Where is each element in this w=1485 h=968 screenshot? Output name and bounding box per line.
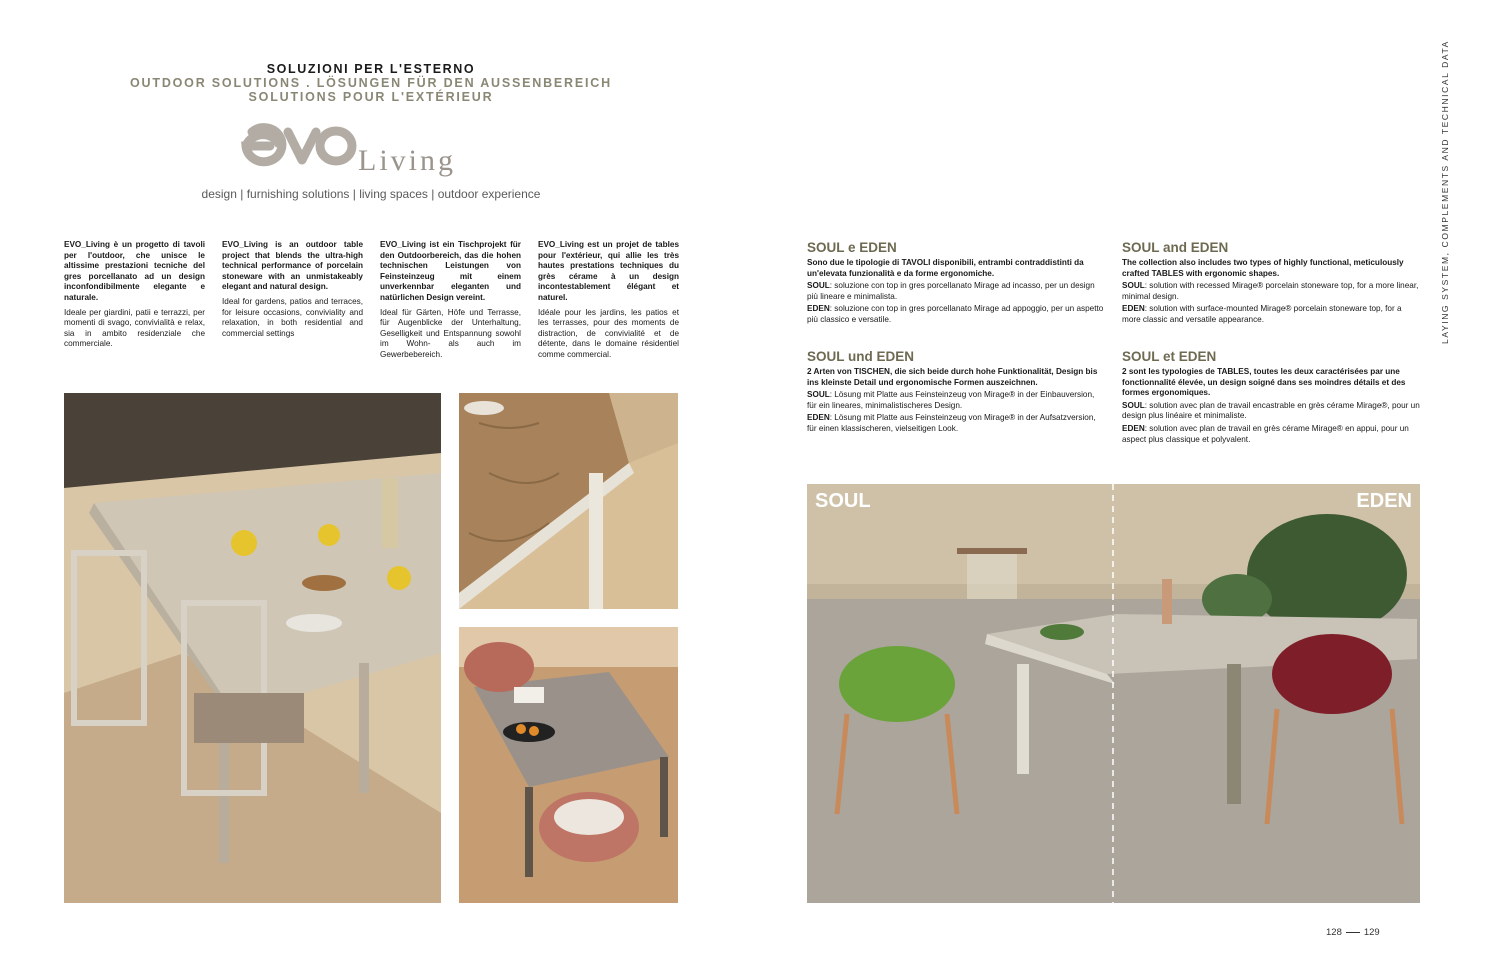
header-title-it: SOLUZIONI PER L'ESTERNO	[266, 62, 476, 76]
section-title: SOUL and EDEN	[1122, 240, 1229, 255]
intro-column-en	[222, 240, 363, 339]
side-section-label: LAYING SYSTEM, COMPLEMENTS AND TECHNICAL DATA	[1440, 40, 1450, 344]
soul-description: SOUL: soluzione con top in gres porcellanato Mirage ad incasso, per un design più lineare e minimalista.	[807, 281, 1095, 301]
photo-table-scene	[64, 393, 441, 903]
section-title: SOUL e EDEN	[807, 240, 897, 255]
intro-lead: EVO_Living est un projet de tables pour l'extérieur, qui allie les très hautes prestations techniques du grès cérame à un design incontestablement élégant et naturel.	[538, 240, 679, 302]
logo-word: Living	[358, 144, 456, 177]
section-fr	[1122, 349, 1420, 447]
page-divider	[1346, 932, 1360, 933]
eden-label: EDEN	[1356, 490, 1412, 512]
intro-lead: EVO_Living is an outdoor table project that blends the ultra-high technical performance of porcelain stoneware with an unmistakeably elegant and natural design.	[222, 240, 363, 292]
eden-description: EDEN: solution with surface-mounted Mirage® porcelain stoneware top, for a more classic and versatile appearance.	[1122, 304, 1402, 324]
soul-description: SOUL: solution with recessed Mirage® porcelain stoneware top, for a more linear, minimal design.	[1122, 281, 1419, 301]
tagline: design | furnishing solutions | living spaces | outdoor experience	[201, 187, 541, 201]
intro-body: Ideal for gardens, patios and terraces, for leisure occasions, conviviality and relaxation, in both residential and commercial settings	[222, 296, 363, 338]
intro-body: Ideale per giardini, patii e terrazzi, per momenti di svago, convivialità e relax, sia in ambito residenziale che commerciale.	[64, 307, 205, 349]
section-title: SOUL et EDEN	[1122, 349, 1217, 364]
intro-body: Ideal für Gärten, Höfe und Terrasse, für Augenblicke der Unterhaltung, Geselligkeit und Entspannung sowohl im Wohn- als auch im Gewerbebereich.	[380, 307, 521, 359]
intro-lead: EVO_Living è un progetto di tavoli per l'outdoor, che unisce le altissime prestazioni tecniche del gres porcellanato ad un design inconfondibilmente elegante e naturale.	[64, 240, 205, 302]
header-title-en-de: OUTDOOR SOLUTIONS . LÖSUNGEN FÜR DEN AUSSENBEREICH	[130, 76, 612, 90]
photo-table-detail	[459, 393, 678, 609]
soul-description: SOUL: Lösung mit Platte aus Feinsteinzeug von Mirage® in der Einbauversion, für ein lineares, minimalistischeres Design.	[807, 390, 1095, 410]
page-number-left: 128	[1326, 927, 1342, 938]
photo-soul-eden	[807, 484, 1420, 903]
section-lead: 2 Arten von TISCHEN, die sich beide durch hohe Funktionalität, Design bis ins kleinste Detail und ergonomische Formen auszeichnen.	[807, 367, 1098, 387]
eden-description: EDEN: soluzione con top in gres porcellanato Mirage ad appoggio, per un aspetto più classico e versatile.	[807, 304, 1104, 324]
section-de	[807, 349, 1105, 437]
eden-description: EDEN: solution avec plan de travail en grès cérame Mirage® en appui, pour un aspect plus classique et polyvalent.	[1122, 423, 1409, 444]
eden-description: EDEN: Lösung mit Platte aus Feinsteinzeug von Mirage® in der Aufsatzversion, für einen klassischeren, vielseitigen Look.	[807, 413, 1096, 433]
intro-column-it	[64, 240, 205, 350]
page-header	[60, 62, 682, 104]
section-it	[807, 240, 1105, 328]
intro-column-de	[380, 240, 521, 361]
soul-description: SOUL: solution avec plan de travail encastrable en grès cérame Mirage®, pour un design plus linéaire et minimaliste.	[1122, 400, 1420, 421]
section-en	[1122, 240, 1420, 328]
soul-label: SOUL	[815, 490, 871, 512]
evo-living-logo	[240, 118, 510, 180]
photo-small-table	[459, 627, 678, 903]
section-title: SOUL und EDEN	[807, 349, 915, 364]
section-lead: Sono due le tipologie di TAVOLI disponibili, entrambi contraddistinti da un'elevata funzionalità e da forme ergonomiche.	[807, 258, 1084, 278]
section-lead: The collection also includes two types of highly functional, meticulously crafted TABLES with ergonomic shapes.	[1122, 258, 1404, 278]
header-title-fr: SOLUTIONS POUR L'EXTÉRIEUR	[248, 90, 494, 104]
page-number-right: 129	[1363, 927, 1380, 938]
section-lead: 2 sont les typologies de TABLES, toutes les deux caractérisées par une fonctionnalité élevée, un design soigné dans ses moindres détails et des formes ergonomiques.	[1122, 367, 1406, 398]
intro-lead: EVO_Living ist ein Tischprojekt für den Outdoorbereich, das die hohen technischen Leistungen von Feinsteinzeug mit einem unverkennbar eleganten und natürlichen Design vereint.	[380, 240, 521, 302]
page-numbers	[1326, 927, 1380, 938]
intro-column-fr	[538, 240, 679, 361]
intro-body: Idéale pour les jardins, les patios et les terrasses, pour des moments de distraction, de convivialité et de détente, dans le domaine résidentiel comme commercial.	[538, 307, 679, 359]
